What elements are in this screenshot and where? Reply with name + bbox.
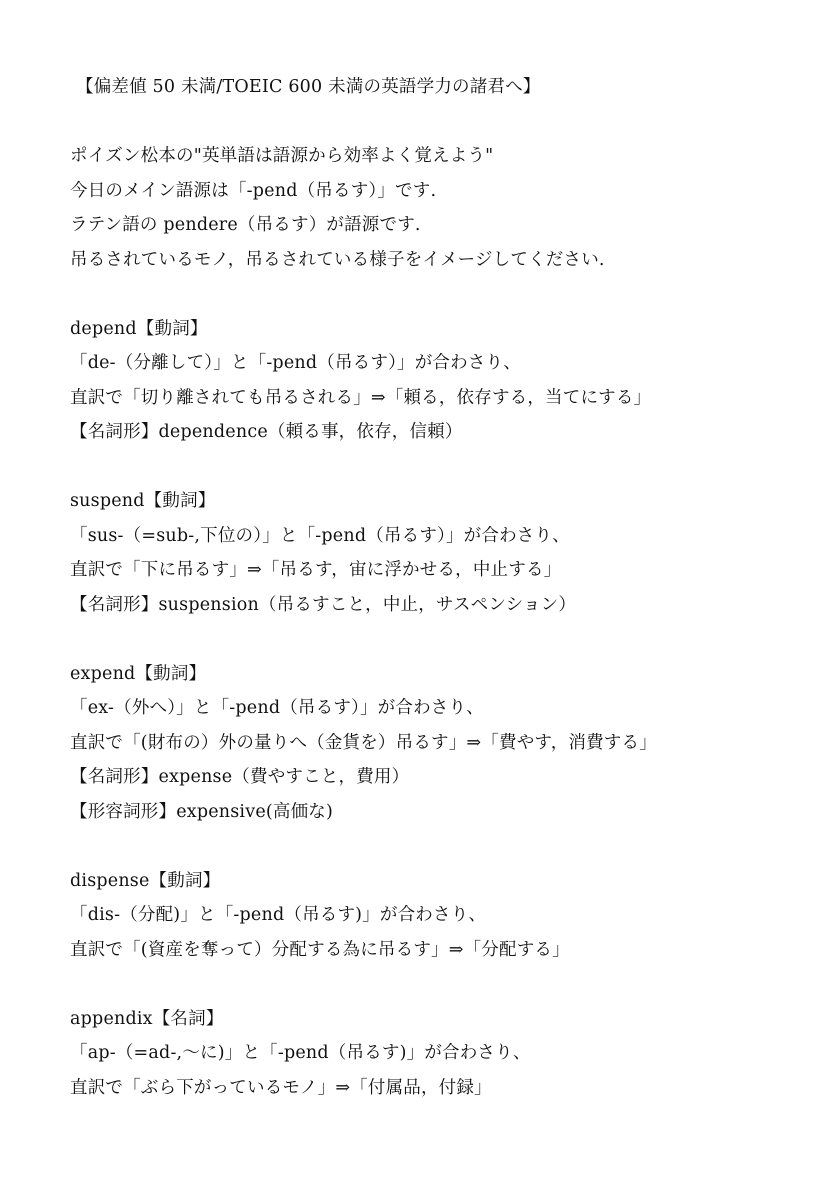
entry-line: 「ex-（外へ）」と「-pend（吊るす）」が合わさり、: [70, 698, 484, 718]
document-page: [70, 70, 790, 1105]
spacer: [70, 105, 790, 140]
entry-dispense: [70, 864, 790, 968]
entry-suspend: [70, 484, 790, 622]
entry-headword: expend【動詞】: [70, 663, 207, 684]
entry-expend: [70, 657, 790, 830]
document-header: 【偏差値 50 未満/TOEIC 600 未満の英語学力の諸君へ】: [76, 77, 541, 97]
intro-block: [70, 139, 790, 277]
entry-line: 直訳で「(資産を奪って）分配する為に吊るす」⇒「分配する」: [70, 939, 570, 960]
entry-line: 【形容詞形】expensive(高価な): [70, 801, 334, 822]
intro-line: 今日のメイン語源は「-pend（吊るす）」です.: [70, 180, 437, 201]
entry-line: 【名詞形】expense（費やすこと，費用）: [70, 767, 410, 787]
spacer: [70, 967, 790, 1002]
entry-headword: appendix【名詞】: [70, 1008, 224, 1029]
spacer: [70, 277, 790, 312]
entry-headword: dispense【動詞】: [70, 870, 221, 891]
entry-line: 「de-（分離して）」と「-pend（吊るす）」が合わさり、: [70, 353, 521, 373]
intro-line: ラテン語の pendere（吊るす）が語源です.: [70, 215, 421, 235]
spacer: [70, 450, 790, 485]
entry-line: 【名詞形】suspension（吊るすこと，中止，サスペンション）: [70, 594, 577, 615]
intro-line: 吊るされているモノ，吊るされている様子をイメージしてください.: [70, 249, 605, 270]
entry-line: 「ap-（=ad-,〜に)」と「-pend（吊るす)」が合わさり、: [70, 1043, 531, 1063]
entry-line: 直訳で「切り離されても吊るされる」⇒「頼る，依存する，当てにする」: [70, 387, 652, 408]
entry-line: 直訳で「下に吊るす」⇒「吊るす，宙に浮かせる，中止する」: [70, 560, 562, 580]
spacer: [70, 622, 790, 657]
spacer: [70, 829, 790, 864]
entry-line: 「dis-（分配)」と「-pend（吊るす)」が合わさり、: [70, 905, 487, 925]
entry-headword: suspend【動詞】: [70, 491, 216, 511]
intro-line: ポイズン松本の"英単語は語源から効率よく覚えよう": [70, 146, 494, 166]
entry-depend: [70, 312, 790, 450]
entry-line: 【名詞形】dependence（頼る事，依存，信頼）: [70, 422, 463, 442]
entry-line: 直訳で「ぶら下がっているモノ」⇒「付属品，付録」: [70, 1077, 492, 1098]
entry-line: 「sus-（=sub-,下位の）」と「-pend（吊るす）」が合わさり、: [70, 525, 570, 546]
entry-headword: depend【動詞】: [70, 318, 208, 339]
entry-line: 直訳で「(財布の）外の量りへ（金貨を）吊るす」⇒「費やす，消費する」: [70, 732, 657, 753]
entry-appendix: [70, 1002, 790, 1106]
